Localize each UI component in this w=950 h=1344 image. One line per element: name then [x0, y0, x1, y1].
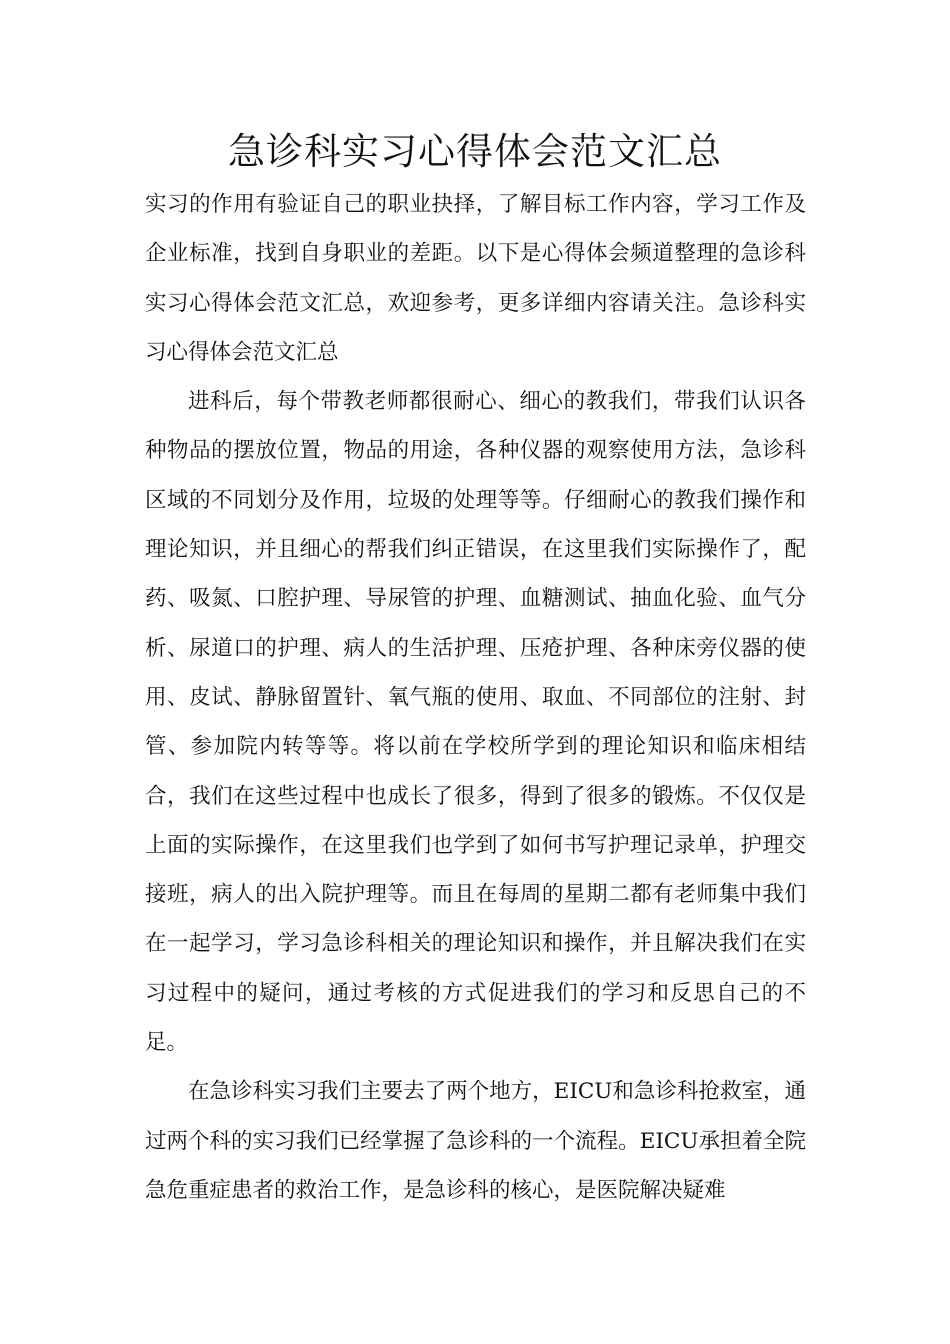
body-paragraph-2: 在急诊科实习我们主要去了两个地方，EICU和急诊科抢救室，通过两个科的实习我们已经掌握了急诊科的一个流程。EICU承担着全院急危重症患者的救治工作，是急诊科的核心，是医院解决疑难	[145, 1079, 806, 1203]
document-body	[145, 180, 806, 1215]
document-title: 急诊科实习心得体会范文汇总	[228, 130, 722, 173]
intro-paragraph: 实习的作用有验证自己的职业抉择，了解目标工作内容，学习工作及企业标准，找到自身职业的差距。以下是心得体会频道整理的急诊科实习心得体会范文汇总，欢迎参考，更多详细内容请关注。急诊科实习心得体会范文汇总	[145, 192, 806, 365]
body-paragraph-1: 进科后，每个带教老师都很耐心、细心的教我们，带我们认识各种物品的摆放位置，物品的用途，各种仪器的观察使用方法，急诊科区域的不同划分及作用，垃圾的处理等等。仔细耐心的教我们操作和理论知识，并且细心的帮我们纠正错误，在这里我们实际操作了，配药、吸氮、口腔护理、导尿管的护理、血糖测试、抽血化验、血气分析、尿道口的护理、病人的生活护理、压疮护理、各种床旁仪器的使用、皮试、静脉留置针、氧气瓶的使用、取血、不同部位的注射、封管、参加院内转等等。将以前在学校所学到的理论知识和临床相结合，我们在这些过程中也成长了很多，得到了很多的锻炼。不仅仅是上面的实际操作，在这里我们也学到了如何书写护理记录单，护理交接班，病人的出入院护理等。而且在每周的星期二都有老师集中我们在一起学习，学习急诊科相关的理论知识和操作，并且解决我们在实习过程中的疑问，通过考核的方式促进我们的学习和反思自己的不足。	[145, 389, 806, 1056]
